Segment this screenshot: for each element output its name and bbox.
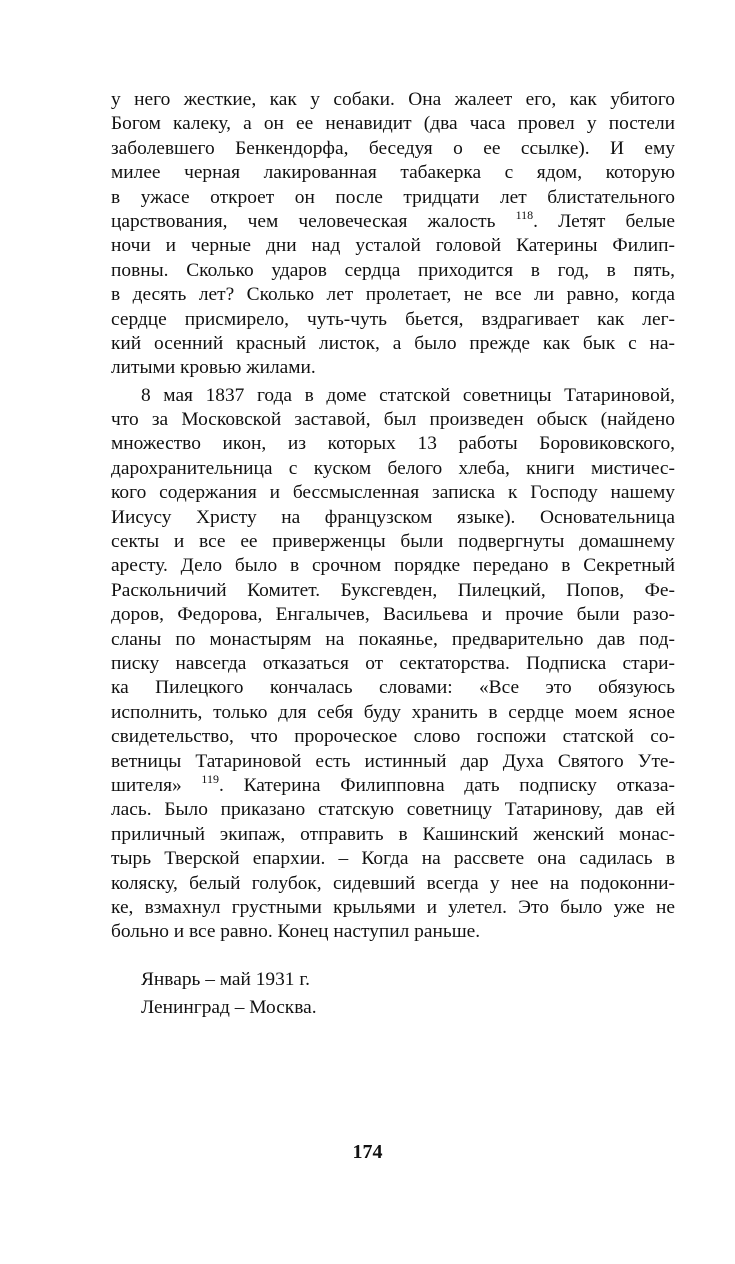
text-line: что за Московской заставой, был произведен обыск (найдено: [111, 409, 675, 431]
dateline-places: Ленинград – Москва.: [141, 997, 317, 1018]
text-line: 8 мая 1837 года в доме статской советницы Татариновой,: [141, 384, 675, 406]
footnote-reference: 119: [201, 771, 219, 786]
text-line: Раскольничий Комитет. Буксгевден, Пилецкий, Попов, Фе-: [111, 579, 675, 601]
text-line: коляску, белый голубок, сидевший всегда у нее на подоконни-: [111, 872, 675, 894]
text-line: у него жесткие, как у собаки. Она жалеет его, как убитого: [111, 89, 675, 110]
text-line: кого содержания и бессмысленная записка к Господу нашему: [111, 482, 675, 504]
text-line: доров, Федорова, Енгалычев, Васильева и прочие были разо-: [111, 604, 675, 626]
text-line: повны. Сколько ударов сердца приходится в год, в пять,: [111, 259, 675, 281]
text-line: ка Пилецкого кончалась словами: «Все это обязуюсь: [111, 677, 675, 699]
text-segment: царствования, чем человеческая жалость: [111, 210, 496, 232]
text-segment: шителя»: [111, 774, 182, 796]
text-segment: . Катерина Филипповна дать подписку отказа-: [218, 774, 675, 796]
text-line: дарохранительница с куском белого хлеба, книги мистичес-: [111, 457, 675, 479]
text-line: тырь Тверской епархии. – Когда на рассвете она садилась в: [111, 848, 675, 870]
text-line: [111, 207, 675, 234]
text-line: Иисусу Христу на французском языке). Основательница: [111, 506, 675, 528]
body-text: [111, 88, 675, 945]
text-line: аресту. Дело было в срочном порядке передано в Секретный: [111, 555, 675, 577]
text-line: исполнить, только для себя буду хранить в сердце моем ясное: [111, 701, 675, 723]
text-line: милее черная лакированная табакерка с ядом, которую: [111, 162, 675, 184]
text-line: в ужасе откроет он после тридцати лет блистательного: [111, 186, 675, 208]
text-line: множество икон, из которых 13 работы Боровиковского,: [111, 433, 675, 455]
text-line: ночи и черные дни над усталой головой Катерины Филип-: [111, 235, 675, 257]
text-line: сердце присмирело, чуть-чуть бьется, вздрагивает как лег-: [111, 308, 675, 330]
text-line: сланы по монастырям на покаянье, предварительно дав под-: [111, 628, 675, 650]
text-segment: . Летят белые: [533, 210, 675, 232]
text-line: кий осенний красный листок, а было прежде как бык с на-: [111, 332, 675, 354]
dateline-dates: Январь – май 1931 г.: [141, 969, 310, 990]
text-line: секты и все ее приверженцы были подвергнуты домашнему: [111, 531, 675, 553]
text-line: лась. Было приказано статскую советницу Татаринову, дав ей: [111, 799, 675, 821]
text-line: [111, 771, 675, 798]
text-line: ке, взмахнул грустными крыльями и улетел. Это было уже не: [111, 896, 675, 918]
text-line: писку навсегда отказаться от сектаторства. Подписка стари-: [111, 652, 675, 674]
text-line: литыми кровью жилами.: [111, 357, 316, 379]
text-line: свидетельство, что пророческое слово госпожи статской со-: [111, 726, 675, 748]
text-line: Богом калеку, а он ее ненавидит (два часа провел у постели: [111, 113, 675, 135]
text-line: ветницы Татариновой есть истинный дар Духа Святого Уте-: [111, 750, 675, 772]
footnote-reference: 118: [515, 207, 534, 222]
text-line: заболевшего Бенкендорфа, беседуя о ее ссылке). И ему: [111, 137, 675, 159]
page-number: 174: [352, 1141, 383, 1163]
text-line: приличный экипаж, отправить в Кашинский женский монас-: [111, 823, 675, 845]
dateline: [141, 966, 317, 1022]
text-line: в десять лет? Сколько лет пролетает, не все ли равно, когда: [111, 284, 675, 306]
text-line: больно и все равно. Конец наступил раньше.: [111, 921, 481, 943]
